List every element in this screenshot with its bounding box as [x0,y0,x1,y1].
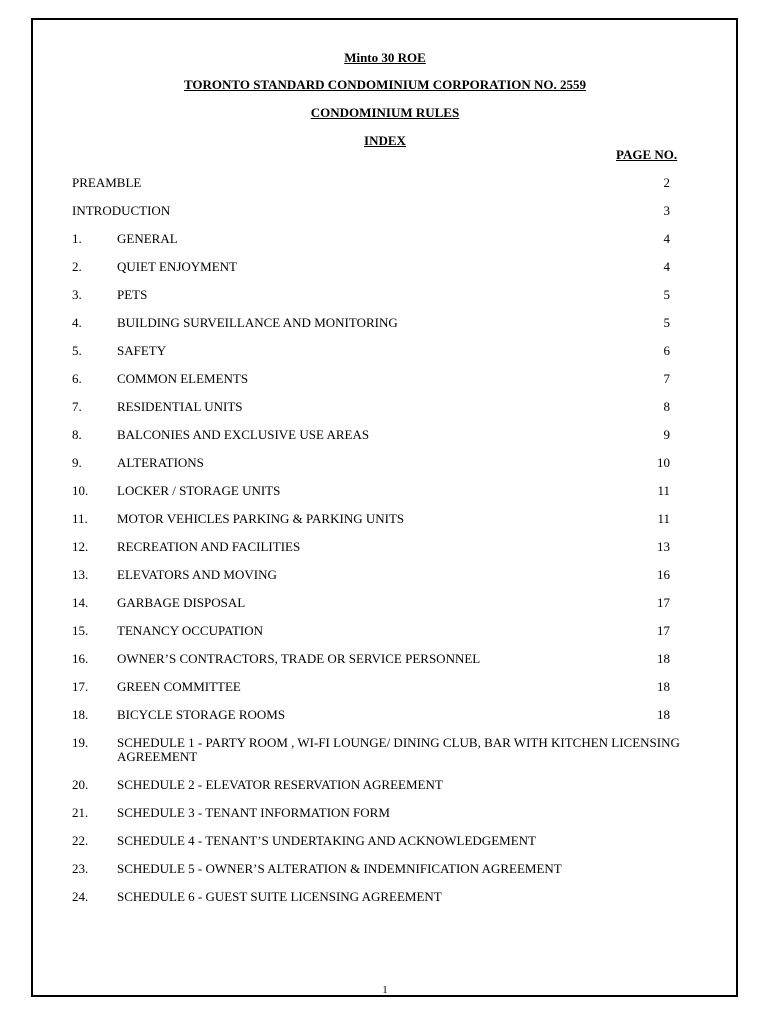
toc-entry-number: 10. [72,483,89,498]
toc-entry-title: BICYCLE STORAGE ROOMS [117,707,286,722]
page-number-column-heading: PAGE NO. [616,147,678,162]
toc-entry-number: 23. [72,861,89,876]
toc-entry-number: 15. [72,623,89,638]
toc-entry-number: 24. [72,889,89,904]
toc-entry-title: SCHEDULE 6 - GUEST SUITE LICENSING AGREEMENT [117,889,442,904]
toc-entry-page: 2 [663,175,670,190]
toc-entry-number: 11. [72,511,88,526]
toc-entry-title: LOCKER / STORAGE UNITS [117,483,281,498]
toc-entry-page: 6 [663,343,670,358]
toc-entry-number: 2. [72,259,82,274]
toc-entry-title: SCHEDULE 2 - ELEVATOR RESERVATION AGREEMENT [117,777,443,792]
toc-entry-page: 17 [657,595,670,610]
toc-entry-number: 19. [72,735,89,750]
toc-entry-number: 12. [72,539,89,554]
toc-entry-title: SAFETY [117,343,167,358]
toc-entry-page: 18 [657,707,670,722]
toc-entry-page: 4 [663,259,670,274]
toc-entry-title: RECREATION AND FACILITIES [117,539,301,554]
toc-entry-number: 6. [72,371,82,386]
toc-entry-number: 21. [72,805,89,820]
toc-entry-number: 13. [72,567,89,582]
toc-entry-number: 20. [72,777,89,792]
document-project-name: Minto 30 ROE [344,50,426,65]
toc-entry-page: 5 [663,315,670,330]
toc-entry-title: QUIET ENJOYMENT [117,259,237,274]
toc-entry-page: 11 [657,511,670,526]
toc-entry-title: BUILDING SURVEILLANCE AND MONITORING [117,315,398,330]
toc-entry-title: INTRODUCTION [72,203,171,218]
toc-entry-number: 17. [72,679,89,694]
toc-entry-number: 18. [72,707,89,722]
toc-entry-title: GENERAL [117,231,178,246]
toc-entry-number: 7. [72,399,82,414]
toc-entry-number: 22. [72,833,89,848]
toc-entry-number: 1. [72,231,82,246]
toc-entry-page: 16 [657,567,670,582]
document-index-title: INDEX [364,133,406,148]
toc-entry-page: 10 [657,455,670,470]
toc-entry-page: 8 [663,399,670,414]
toc-entry-page: 3 [663,203,670,218]
toc-entry-number: 16. [72,651,89,666]
toc-entry-title: GREEN COMMITTEE [117,679,241,694]
toc-entry-page: 4 [663,231,670,246]
document-corporation-title: TORONTO STANDARD CONDOMINIUM CORPORATION NO. 2559 [183,77,587,92]
toc-entry-title: BALCONIES AND EXCLUSIVE USE AREAS [117,427,370,442]
document-rules-title: CONDOMINIUM RULES [310,105,460,120]
toc-entry-title: ELEVATORS AND MOVING [117,567,277,582]
toc-entry-page: 5 [663,287,670,302]
toc-entry-title: SCHEDULE 5 - OWNER’S ALTERATION & INDEMNIFICATION AGREEMENT [117,861,562,876]
toc-entry-number: 8. [72,427,82,442]
toc-entry-title: SCHEDULE 1 - PARTY ROOM , WI-FI LOUNGE/ DINING CLUB, BAR WITH KITCHEN LICENSING AGREEMENT [117,735,680,764]
toc-entry-number: 3. [72,287,82,302]
toc-entry-number: 4. [72,315,82,330]
toc-entry-page: 11 [657,483,670,498]
toc-entry-page: 17 [657,623,670,638]
toc-entry-title: SCHEDULE 4 - TENANT’S UNDERTAKING AND ACKNOWLEDGEMENT [117,833,536,848]
toc-entry-number: 5. [72,343,82,358]
toc-entry-page: 18 [657,679,670,694]
footer-page-number: 1 [382,984,388,996]
toc-entry-number: 14. [72,595,89,610]
toc-entry-title: SCHEDULE 3 - TENANT INFORMATION FORM [117,805,390,820]
toc-entry-title: MOTOR VEHICLES PARKING & PARKING UNITS [117,511,405,526]
toc-entry-page: 13 [657,539,670,554]
toc-entry-page: 7 [663,371,670,386]
toc-entry-title: TENANCY OCCUPATION [117,623,264,638]
toc-entry-number: 9. [72,455,82,470]
toc-entry-title: RESIDENTIAL UNITS [117,399,243,414]
toc-entry-title: PETS [117,287,148,302]
toc-entry-title: ALTERATIONS [117,455,204,470]
toc-entry-page: 9 [663,427,670,442]
toc-entry-title: OWNER’S CONTRACTORS, TRADE OR SERVICE PERSONNEL [117,651,481,666]
toc-entry-title: COMMON ELEMENTS [117,371,249,386]
toc-entry-page: 18 [657,651,670,666]
toc-entry-title: PREAMBLE [72,175,142,190]
toc-entry-title: GARBAGE DISPOSAL [117,595,246,610]
